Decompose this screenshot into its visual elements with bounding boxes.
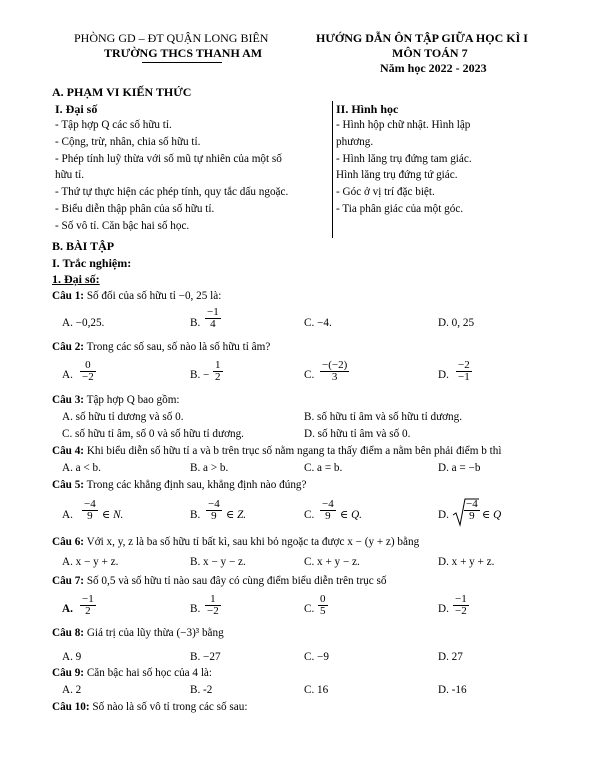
q1-option-c: C. −4. xyxy=(304,317,332,329)
q5-option-c-tail: ∈ Q. xyxy=(340,509,362,521)
algebra-item: - Biểu diễn thập phân của số hữu tỉ. xyxy=(55,203,215,215)
q7-option-c-fraction: $\frac{0}{5}$ xyxy=(320,593,326,617)
q9-option-b: B. -2 xyxy=(190,684,213,696)
q5-option-d-label: D. xyxy=(438,509,449,521)
geometry-item: - Hình hộp chữ nhật. Hình lập xyxy=(336,119,471,131)
algebra-title: I. Đại số xyxy=(55,102,98,116)
question-1: Câu 1: Số đối của số hữu tỉ −0, 25 là: xyxy=(52,290,222,302)
question-5: Câu 5: Trong các khẳng định sau, khẳng định nào đúng? xyxy=(52,479,307,491)
q6-option-b: B. x − y − z. xyxy=(190,556,246,568)
question-6: Câu 6: Với x, y, z là ba số hữu tỉ bất kì, sau khi bỏ ngoặc ta được x − (y + z) bằng xyxy=(52,536,420,548)
q1-option-b-label: B. xyxy=(190,317,201,329)
section-a-title: A. PHẠM VI KIẾN THỨC xyxy=(52,85,192,99)
q5-option-b-tail: ∈ Z. xyxy=(226,509,247,521)
q1-option-b-fraction: $\frac{-1}{4}$ xyxy=(207,306,219,330)
q5-option-a-tail: ∈ N. xyxy=(102,509,124,521)
q8-option-c: C. −9 xyxy=(304,651,329,663)
q5-option-a-fraction: $\frac{-4}{9}$ xyxy=(84,498,96,522)
q9-option-c: C. 16 xyxy=(304,684,329,696)
q9-option-d: D. -16 xyxy=(438,684,467,696)
question-10: Câu 10: Số nào là số vô tỉ trong các số sau: xyxy=(52,701,248,713)
geometry-item: phương. xyxy=(336,136,374,148)
q6-option-c: C. x + y − z. xyxy=(304,556,360,568)
algebra-item: hữu tỉ. xyxy=(55,169,85,181)
geometry-title: II. Hình học xyxy=(336,102,399,116)
geometry-item: - Tia phân giác của một góc. xyxy=(336,203,464,215)
column-divider xyxy=(332,101,333,238)
q5-option-c-label: C. xyxy=(304,509,315,521)
geometry-item: - Góc ở vị trí đặc biệt. xyxy=(336,186,435,198)
question-8: Câu 8: Giá trị của lũy thừa (−3)³ bằng xyxy=(52,627,224,639)
q7-option-c-label: C. xyxy=(304,603,315,615)
question-7: Câu 7: Số 0,5 và số hữu tỉ nào sau đây có cùng điểm biểu diễn trên trục số xyxy=(52,575,387,587)
q1-option-d: D. 0, 25 xyxy=(438,317,475,329)
q5-option-c-fraction: $\frac{-4}{9}$ xyxy=(322,498,334,522)
q5-option-d-tail: ∈ Q xyxy=(482,509,502,521)
question-2: Câu 2: Trong các số sau, số nào là số hữu tỉ âm? xyxy=(52,341,271,353)
q8-option-d: D. 27 xyxy=(438,651,463,663)
part1-subtitle: 1. Đại số: xyxy=(52,272,100,286)
q6-option-a: A. x − y + z. xyxy=(62,556,119,568)
part1-title: I. Trắc nghiệm: xyxy=(52,256,132,270)
q6-option-d: D. x + y + z. xyxy=(438,556,495,568)
q3-option-c: C. số hữu tỉ âm, số 0 và số hữu tỉ dương. xyxy=(62,428,244,440)
question-4: Câu 4: Khi biểu diễn số hữu tỉ a và b trên trục số nằm ngang ta thấy điểm a nằm bên phải điểm b thì xyxy=(52,445,502,457)
q7-option-b-label: B. xyxy=(190,603,201,615)
q7-option-a-label: A. xyxy=(62,603,73,615)
q2-option-a-fraction: $\frac{0}{-2}$ xyxy=(82,359,94,383)
q5-option-a-label: A. xyxy=(62,509,73,521)
q2-option-d-label: D. xyxy=(438,369,449,381)
q7-option-a-fraction: $\frac{-1}{2}$ xyxy=(82,593,94,617)
q3-option-d: D. số hữu tỉ âm và số 0. xyxy=(304,428,411,440)
header-left-line2: TRƯỜNG THCS THANH AM xyxy=(104,46,263,60)
q3-option-a: A. số hữu tỉ dương và số 0. xyxy=(62,411,184,423)
geometry-item: - Hình lăng trụ đứng tam giác. xyxy=(336,153,472,165)
q8-option-a: A. 9 xyxy=(62,651,82,663)
geometry-item: Hình lăng trụ đứng tứ giác. xyxy=(336,169,458,181)
q5-option-d-fraction: $\frac{-4}{9}$ xyxy=(466,498,478,522)
q3-option-b: B. số hữu tỉ âm và số hữu tỉ dương. xyxy=(304,411,463,423)
header-underline xyxy=(142,62,222,63)
q5-option-b-fraction: $\frac{-4}{9}$ xyxy=(208,498,220,522)
header-left-line1: PHÒNG GD – ĐT QUẬN LONG BIÊN xyxy=(74,31,269,45)
q4-option-b: B. a > b. xyxy=(190,462,229,474)
q2-option-d-fraction: $\frac{-2}{-1}$ xyxy=(458,359,470,383)
header-right-line3: Năm học 2022 - 2023 xyxy=(380,61,487,75)
question-9: Câu 9: Căn bậc hai số học của 4 là: xyxy=(52,667,213,679)
q1-option-a: A. −0,25. xyxy=(62,317,105,329)
question-3: Câu 3: Tập hợp Q bao gồm: xyxy=(52,394,180,406)
q2-option-c-label: C. xyxy=(304,369,315,381)
section-b-title: B. BÀI TẬP xyxy=(52,239,115,253)
algebra-item: - Số vô tỉ. Căn bậc hai số học. xyxy=(55,220,190,232)
q7-option-d-fraction: $\frac{-1}{-2}$ xyxy=(455,593,467,617)
q2-option-a-label: A. xyxy=(62,369,73,381)
algebra-item: - Thứ tự thực hiện các phép tính, quy tắc dấu ngoặc. xyxy=(55,186,289,198)
q4-option-d: D. a = −b xyxy=(438,462,481,474)
q7-option-d-label: D. xyxy=(438,603,449,615)
q4-option-c: C. a = b. xyxy=(304,462,343,474)
q7-option-b-fraction: $\frac{1}{-2}$ xyxy=(207,593,219,617)
q2-option-b-fraction: $\frac{1}{2}$ xyxy=(215,359,221,383)
q8-option-b: B. −27 xyxy=(190,651,221,663)
q5-option-b-label: B. xyxy=(190,509,201,521)
algebra-item: - Cộng, trừ, nhân, chia số hữu tỉ. xyxy=(55,136,201,148)
q2-option-b-label: B. − xyxy=(190,369,210,381)
algebra-item: - Tập hợp Q các số hữu tỉ. xyxy=(55,119,172,131)
q2-option-c-fraction: $\frac{-(-2)}{3}$ xyxy=(322,359,348,383)
header-right-line1: HƯỚNG DẪN ÔN TẬP GIỮA HỌC KÌ I xyxy=(316,31,528,45)
q4-option-a: A. a < b. xyxy=(62,462,101,474)
q9-option-a: A. 2 xyxy=(62,684,82,696)
header-right-line2: MÔN TOÁN 7 xyxy=(392,46,468,60)
algebra-item: - Phép tính luỹ thừa với số mũ tự nhiên của một số xyxy=(55,153,282,165)
